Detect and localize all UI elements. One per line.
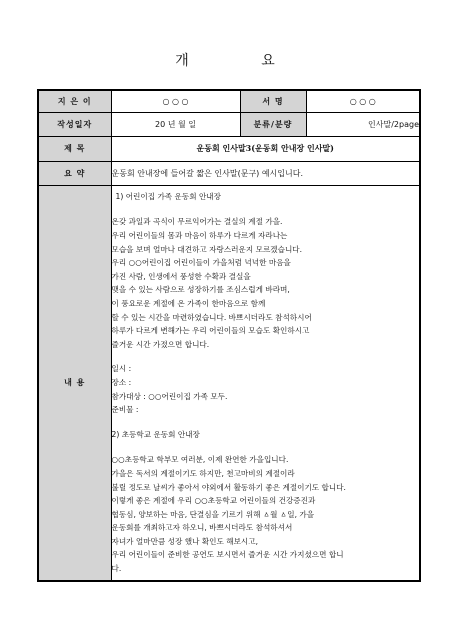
info-date: 일시 : [111,364,132,374]
info-form-table [37,89,421,582]
section1-line: 모습을 보며 얼마나 대견하고 자랑스러운지 모르겠습니다. [111,244,303,254]
info-participants: 참가대상 : ○○어린이집 가족 모두. [111,391,228,401]
section1-line: 이 풍요로운 계절에 온 가족이 한마음으로 함께 [111,298,266,308]
summary-value: 운동회 안내장에 들어갈 짧은 인사말(문구) 예시입니다. [111,161,420,185]
section1-line: 우리 ○○어린이집 어린이들이 가을처럼 넉넉한 마음을 [111,258,291,268]
document-title: 개 요 [175,53,309,69]
section1-paragraph [112,215,420,351]
section2-line: 자녀가 얼마만큼 성장 했나 확인도 해보시고, [111,536,259,546]
section2-line: 협동심, 양보하는 마음, 단결심을 기르기 위해 ㅿ월 ㅿ일, 가을 [111,509,315,519]
content-label: 내 용 [38,185,111,581]
signature-value: ○ ○ ○ [306,90,420,112]
category-value: 인사말/2page [306,112,420,136]
section2-line: 불릴 정도로 날씨가 좋아서 야외에서 활동하기 좋은 계절이기도 합니다. [111,482,346,492]
section2-line: 가을은 독서의 계절이기도 하지만, 천고마비의 계절이라 [111,468,295,478]
subject-value: 운동회 인사말3(운동회 안내장 인사말) [111,136,420,161]
row-author [38,90,420,112]
section1-info [112,362,420,416]
info-place: 장소 : [111,377,132,387]
section1-line: 즐거운 시간 가졌으면 합니다. [111,339,210,349]
section1-line: 하루가 다르게 변해가는 우리 어린이들의 모습도 확인하시고 [111,326,310,336]
section2-line: 운동회를 개최하고자 하오니, 바쁘시더라도 참석하셔서 [111,523,293,533]
content-body [111,185,420,581]
date-value: 20 년 월 일 [111,112,240,136]
row-subject [38,136,420,161]
row-summary [38,161,420,185]
row-date [38,112,420,136]
date-label: 작성일자 [38,112,111,136]
section2-line: 우리 어린이들이 준비한 공연도 보시면서 즐거운 시간 가지셨으면 합니 [111,550,344,560]
author-label: 지 은 이 [38,90,111,112]
summary-label: 요 약 [38,161,111,185]
signature-label: 서 명 [240,90,306,112]
author-value: ○ ○ ○ [111,90,240,112]
section1-line: 가진 사람, 인생에서 풍성한 수확과 결실을 [111,271,251,281]
section1-line: 할 수 있는 시간을 마련하였습니다. 바쁘시더라도 참석하시어 [111,312,312,322]
section1-line: 온갖 과일과 곡식이 무르익어가는 결실의 계절 가을. [111,217,283,227]
section2-heading: 2) 초등학교 운동회 안내장 [111,429,200,439]
section2-line: ○○초등학교 학부모 여러분, 이제 완연한 가을입니다. [111,455,289,465]
section2-line: 다. [111,564,122,574]
section1-line: 우리 어린이들의 몸과 마음이 하루가 다르게 자라나는 [111,231,288,241]
subject-label: 제 목 [38,136,111,161]
section1-heading: 1) 어린이집 가족 운동회 안내장 [115,191,221,201]
category-label: 분류/분량 [240,112,306,136]
section1-line: 맺을 수 있는 사람으로 성장하기를 조심스럽게 바라며, [111,285,290,295]
row-content [38,185,420,581]
section2-line: 이렇게 좋은 계절에 우리 ○○초등학교 어린이들의 건강증진과 [111,496,316,506]
info-supplies: 준비물 : [111,405,139,415]
section2-paragraph [112,453,420,575]
